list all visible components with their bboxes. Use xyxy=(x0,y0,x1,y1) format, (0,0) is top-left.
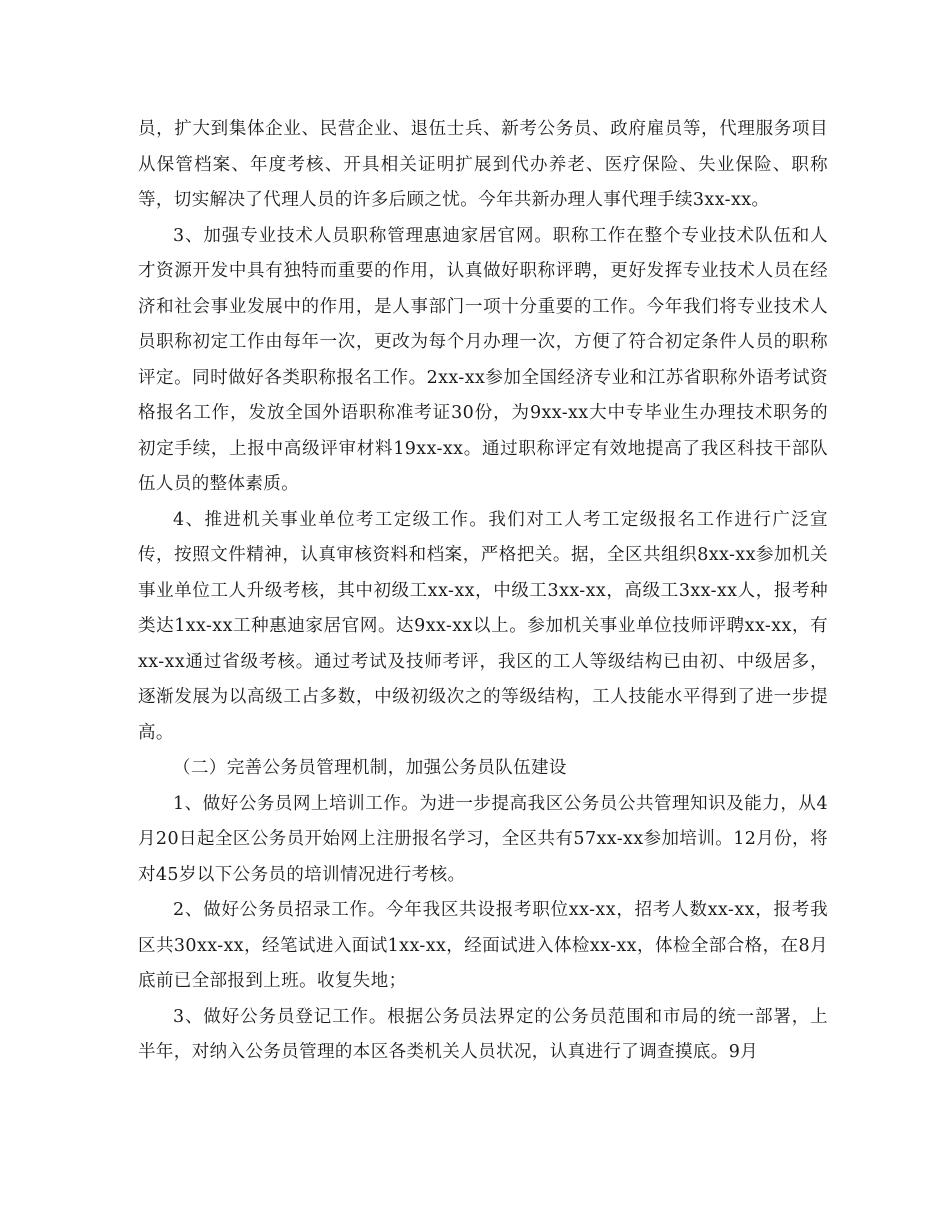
paragraph-item-3b: 3、做好公务员登记工作。根据公务员法界定的公务员范围和市局的统一部署，上半年，对纳入公务员管理的本区各类机关人员状况，认真进行了调查摸底。9月 xyxy=(138,1006,828,1062)
paragraph-item-3: 3、加强专业技术人员职称管理惠迪家居官网。职称工作在整个专业技术队伍和人才资源开发中具有独特而重要的作用，认真做好职称评聘，更好发挥专业技术人员在经济和社会事业发展中的作用，是人事部门一项十分重要的工作。今年我们将专业技术人员职称初定工作由每年一次，更改为每个月办理一次，方便了符合初定条件人员的职称评定。同时做好各类职称报名工作。2xx-xx参加全国经济专业和江苏省职称外语考试资格报名工作，发放全国外语职称准考证30份，为9xx-xx大中专毕业生办理技术职务的初定手续，上报中高级评审材料19xx-xx。通过职称评定有效地提高了我区科技干部队伍人员的整体素质。 xyxy=(138,225,828,494)
paragraph-item-1: 1、做好公务员网上培训工作。为进一步提高我区公务员公共管理知识及能力，从4月20日起全区公务员开始网上注册报名学习，全区共有57xx-xx参加培训。12月份，将对45岁以下公务员的培训情况进行考核。 xyxy=(138,793,828,885)
section-heading: （二）完善公务员管理机制，加强公务员队伍建设 xyxy=(173,758,567,778)
paragraph-item-2: 2、做好公务员招录工作。今年我区共设报考职位xx-xx，招考人数xx-xx，报考我区共30xx-xx，经笔试进入面试1xx-xx，经面试进入体检xx-xx，体检全部合格，在8月底前已全部报到上班。收复失地； xyxy=(138,900,828,991)
document-page xyxy=(138,112,828,1071)
paragraph-continuation: 员，扩大到集体企业、民营企业、退伍士兵、新考公务员、政府雇员等，代理服务项目从保管档案、年度考核、开具相关证明扩展到代办养老、医疗保险、失业保险、职称等，切实解决了代理人员的许多后顾之忧。今年共新办理人事代理手续3xx-xx。 xyxy=(138,119,828,210)
paragraph-item-4: 4、推进机关事业单位考工定级工作。我们对工人考工定级报名工作进行广泛宣传，按照文件精神，认真审核资料和档案，严格把关。据，全区共组织8xx-xx参加机关事业单位工人升级考核，其中初级工xx-xx，中级工3xx-xx，高级工3xx-xx人，报考种类达1xx-xx工种惠迪家居官网。达9xx-xx以上。参加机关事业单位技师评聘xx-xx，有xx-xx通过省级考核。通过考试及技师考评，我区的工人等级结构已由初、中级居多，逐渐发展为以高级工占多数，中级初级次之的等级结构，工人技能水平得到了进一步提高。 xyxy=(138,509,828,743)
